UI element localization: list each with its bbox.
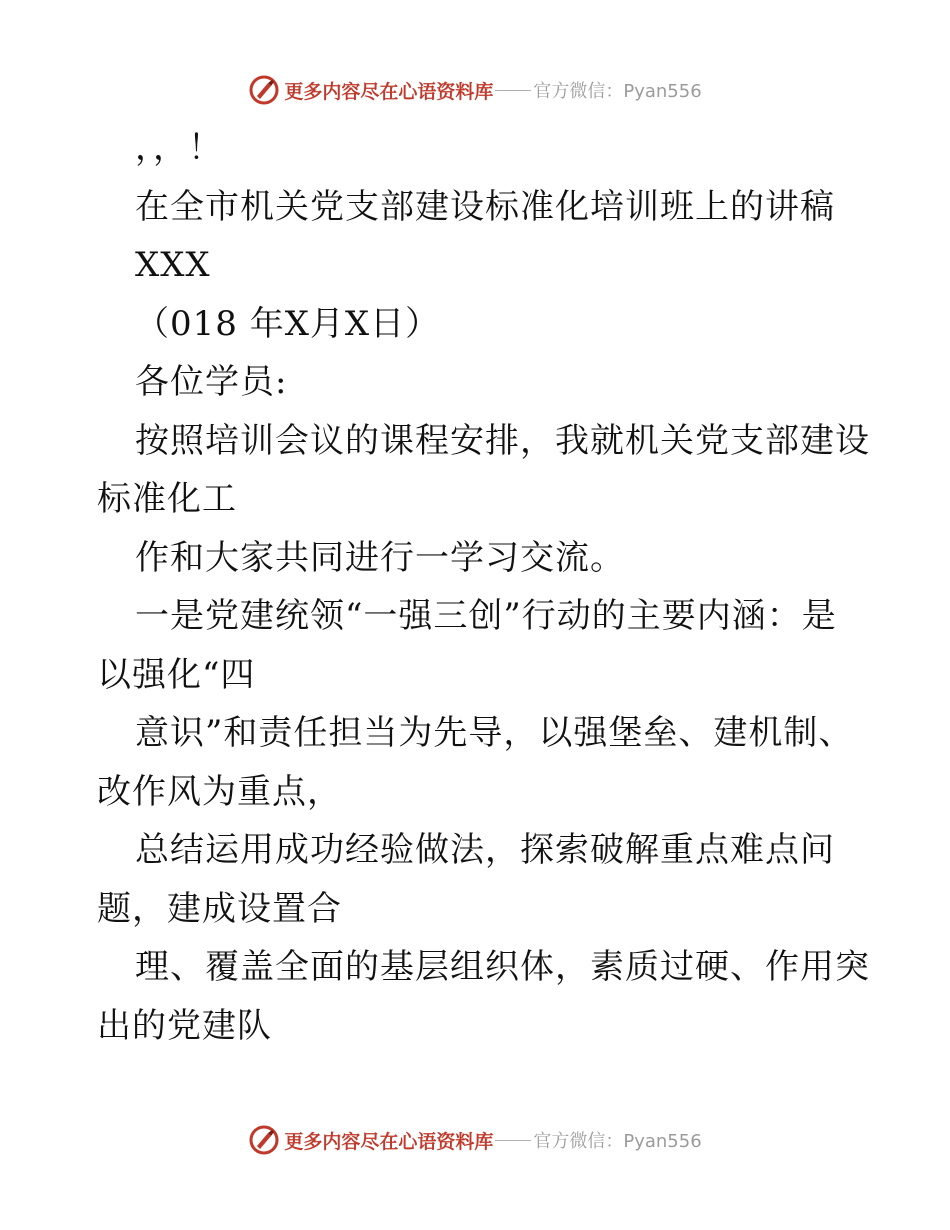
text-line: 各位学员: [135,362,288,402]
text-line: 题，建成设置合 [97,888,342,929]
footer-watermark-banner [0,1120,950,1160]
banner-title: 更多内容尽在心语资料库 [284,1130,494,1153]
text-line: 一是党建统领“一强三创”行动的主要内涵：是 [135,596,837,636]
text-line: 以强化“四 [97,654,256,695]
text-line: （018 年X月X日） [135,303,441,344]
text-line: 改作风为重点， [97,771,342,812]
banner-title: 更多内容尽在心语资料库 [284,80,494,103]
text-line: 出的党建队 [97,1005,272,1046]
text-line: XXX [135,245,211,285]
banner-wechat: 官方微信：Pyan556 [533,81,702,102]
banner-separator [495,1140,531,1141]
text-line: 总结运用成功经验做法，探索破解重点难点问 [135,830,835,870]
text-line: 理、覆盖全面的基层组织体，素质过硬、作用突 [135,947,870,987]
banner-wechat: 官方微信：Pyan556 [533,1131,702,1152]
brand-logo-icon [248,1124,280,1156]
header-watermark-banner [0,70,950,110]
text-line: 在全市机关党支部建设标准化培训班上的讲稿 [135,186,835,227]
banner-separator [495,90,531,91]
text-line: 标准化工 [97,479,237,519]
text-line: 按照培训会议的课程安排，我就机关党支部建设 [135,420,870,461]
text-line: 作和大家共同进行一学习交流。 [135,537,625,578]
text-line: ，，！ [135,128,223,168]
brand-logo-icon [248,74,280,106]
text-line: 意识”和责任担当为先导，以强堡垒、建机制、 [135,713,854,753]
